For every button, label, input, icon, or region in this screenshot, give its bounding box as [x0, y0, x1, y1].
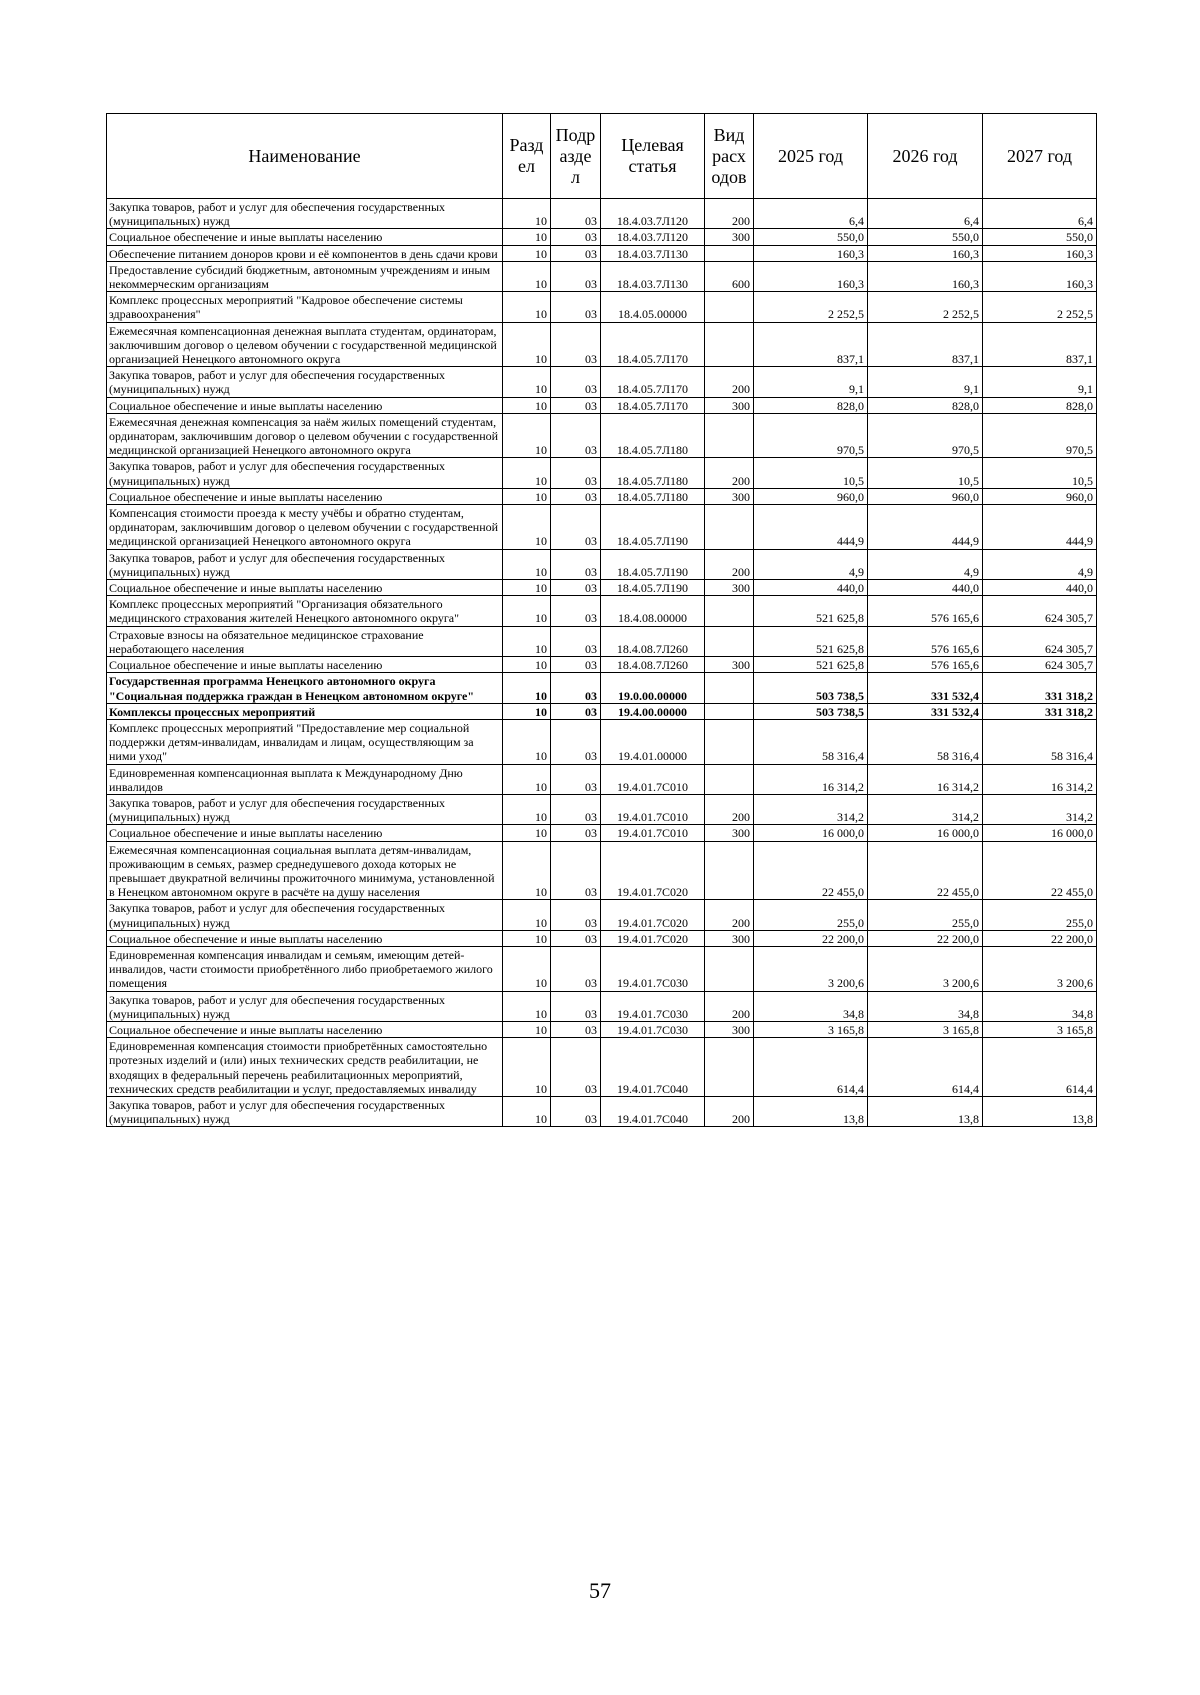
row-2026-cell: 9,1 — [868, 367, 983, 397]
row-2027-cell: 255,0 — [983, 900, 1097, 930]
table-row — [107, 199, 1097, 229]
row-podr-cell: 03 — [551, 367, 601, 397]
row-2025-cell: 550,0 — [754, 229, 868, 245]
row-2027-cell: 6,4 — [983, 199, 1097, 229]
row-vid-cell: 600 — [705, 261, 754, 291]
row-2026-cell: 440,0 — [868, 580, 983, 596]
row-podr-cell: 03 — [551, 991, 601, 1021]
row-2025-cell: 960,0 — [754, 488, 868, 504]
row-cel-cell: 18.4.05.7Л170 — [601, 322, 705, 367]
row-2025-cell: 614,4 — [754, 1038, 868, 1097]
row-podr-cell: 03 — [551, 488, 601, 504]
table-row — [107, 764, 1097, 794]
row-2025-cell: 521 625,8 — [754, 626, 868, 656]
row-vid-cell: 300 — [705, 488, 754, 504]
row-razd-cell: 10 — [503, 626, 551, 656]
row-vid-cell: 200 — [705, 1096, 754, 1126]
row-razd-cell: 10 — [503, 505, 551, 550]
table-row — [107, 900, 1097, 930]
table-row — [107, 794, 1097, 824]
row-2027-cell: 160,3 — [983, 261, 1097, 291]
table-row — [107, 657, 1097, 673]
row-2026-cell: 16 000,0 — [868, 825, 983, 841]
row-name-cell: Социальное обеспечение и иные выплаты населению — [107, 229, 503, 245]
row-2025-cell: 440,0 — [754, 580, 868, 596]
header-name: Наименование — [107, 114, 503, 199]
row-2025-cell: 3 165,8 — [754, 1021, 868, 1037]
row-2025-cell: 160,3 — [754, 261, 868, 291]
row-cel-cell: 18.4.05.7Л180 — [601, 488, 705, 504]
row-razd-cell: 10 — [503, 991, 551, 1021]
row-podr-cell: 03 — [551, 549, 601, 579]
row-cel-cell: 19.4.01.7С010 — [601, 764, 705, 794]
row-cel-cell: 19.4.01.7С010 — [601, 825, 705, 841]
row-name-cell: Закупка товаров, работ и услуг для обеспечения государственных (муниципальных) нужд — [107, 991, 503, 1021]
row-name-cell: Государственная программа Ненецкого автономного округа "Социальная поддержка граждан в Ненецком автономном округе" — [107, 673, 503, 703]
row-razd-cell: 10 — [503, 322, 551, 367]
row-vid-cell — [705, 245, 754, 261]
row-podr-cell: 03 — [551, 703, 601, 719]
row-name-cell: Социальное обеспечение и иные выплаты населению — [107, 580, 503, 596]
row-2025-cell: 58 316,4 — [754, 719, 868, 764]
row-podr-cell: 03 — [551, 673, 601, 703]
row-2026-cell: 331 532,4 — [868, 673, 983, 703]
row-cel-cell: 18.4.08.00000 — [601, 596, 705, 626]
row-podr-cell: 03 — [551, 1038, 601, 1097]
row-razd-cell: 10 — [503, 261, 551, 291]
header-year-2027: 2027 год — [983, 114, 1097, 199]
row-vid-cell: 300 — [705, 930, 754, 946]
table-row — [107, 673, 1097, 703]
row-razd-cell: 10 — [503, 458, 551, 488]
table-row — [107, 1021, 1097, 1037]
row-cel-cell: 18.4.05.7Л190 — [601, 549, 705, 579]
row-cel-cell: 19.4.01.7С040 — [601, 1038, 705, 1097]
table-row — [107, 292, 1097, 322]
table-row — [107, 930, 1097, 946]
row-cel-cell: 19.4.01.7С020 — [601, 841, 705, 900]
row-cel-cell: 18.4.05.00000 — [601, 292, 705, 322]
row-2027-cell: 2 252,5 — [983, 292, 1097, 322]
row-razd-cell: 10 — [503, 199, 551, 229]
row-vid-cell: 300 — [705, 397, 754, 413]
row-cel-cell: 18.4.05.7Л170 — [601, 367, 705, 397]
page-number: 57 — [589, 1578, 611, 1603]
row-podr-cell: 03 — [551, 841, 601, 900]
row-podr-cell: 03 — [551, 292, 601, 322]
row-cel-cell: 19.4.01.7С010 — [601, 794, 705, 824]
row-cel-cell: 19.4.01.7С030 — [601, 991, 705, 1021]
table-row — [107, 245, 1097, 261]
table-row — [107, 549, 1097, 579]
table-row — [107, 1096, 1097, 1126]
row-cel-cell: 18.4.05.7Л180 — [601, 458, 705, 488]
row-2027-cell: 3 200,6 — [983, 946, 1097, 991]
row-2026-cell: 960,0 — [868, 488, 983, 504]
row-2027-cell: 13,8 — [983, 1096, 1097, 1126]
table-row — [107, 505, 1097, 550]
row-2027-cell: 331 318,2 — [983, 703, 1097, 719]
row-2026-cell: 576 165,6 — [868, 596, 983, 626]
row-2026-cell: 3 200,6 — [868, 946, 983, 991]
row-name-cell: Закупка товаров, работ и услуг для обеспечения государственных (муниципальных) нужд — [107, 199, 503, 229]
row-podr-cell: 03 — [551, 229, 601, 245]
table-row — [107, 261, 1097, 291]
row-2025-cell: 9,1 — [754, 367, 868, 397]
row-2025-cell: 828,0 — [754, 397, 868, 413]
table-row — [107, 413, 1097, 458]
row-vid-cell — [705, 1038, 754, 1097]
row-2026-cell: 255,0 — [868, 900, 983, 930]
table-row — [107, 367, 1097, 397]
row-2025-cell: 16 000,0 — [754, 825, 868, 841]
row-cel-cell: 19.4.01.7С030 — [601, 1021, 705, 1037]
row-vid-cell — [705, 626, 754, 656]
row-name-cell: Комплекс процессных мероприятий "Кадровое обеспечение системы здравоохранения" — [107, 292, 503, 322]
row-name-cell: Комплекс процессных мероприятий "Предоставление мер социальной поддержки детям-инвалидам, инвалидам и лицам, осуществляющим за ними уход" — [107, 719, 503, 764]
header-vid-text: Вид расх одов — [711, 124, 747, 187]
row-vid-cell — [705, 322, 754, 367]
row-cel-cell: 18.4.03.7Л120 — [601, 229, 705, 245]
row-name-cell: Социальное обеспечение и иные выплаты населению — [107, 825, 503, 841]
row-2025-cell: 314,2 — [754, 794, 868, 824]
row-2025-cell: 22 455,0 — [754, 841, 868, 900]
row-razd-cell: 10 — [503, 703, 551, 719]
row-2027-cell: 550,0 — [983, 229, 1097, 245]
row-vid-cell — [705, 841, 754, 900]
row-vid-cell: 200 — [705, 549, 754, 579]
row-2027-cell: 331 318,2 — [983, 673, 1097, 703]
row-razd-cell: 10 — [503, 413, 551, 458]
budget-table — [106, 113, 1097, 1127]
row-2026-cell: 331 532,4 — [868, 703, 983, 719]
header-year-2025: 2025 год — [754, 114, 868, 199]
row-2027-cell: 828,0 — [983, 397, 1097, 413]
row-2025-cell: 970,5 — [754, 413, 868, 458]
row-cel-cell: 18.4.05.7Л180 — [601, 413, 705, 458]
row-vid-cell: 200 — [705, 794, 754, 824]
row-name-cell: Социальное обеспечение и иные выплаты населению — [107, 488, 503, 504]
row-razd-cell: 10 — [503, 367, 551, 397]
row-podr-cell: 03 — [551, 794, 601, 824]
table-row — [107, 397, 1097, 413]
row-2027-cell: 624 305,7 — [983, 657, 1097, 673]
row-razd-cell: 10 — [503, 1038, 551, 1097]
header-cel — [601, 114, 705, 199]
row-2027-cell: 3 165,8 — [983, 1021, 1097, 1037]
row-razd-cell: 10 — [503, 900, 551, 930]
row-2026-cell: 22 200,0 — [868, 930, 983, 946]
row-podr-cell: 03 — [551, 657, 601, 673]
row-podr-cell: 03 — [551, 397, 601, 413]
row-2025-cell: 521 625,8 — [754, 596, 868, 626]
row-2025-cell: 160,3 — [754, 245, 868, 261]
row-2025-cell: 521 625,8 — [754, 657, 868, 673]
row-podr-cell: 03 — [551, 245, 601, 261]
row-2025-cell: 4,9 — [754, 549, 868, 579]
row-vid-cell — [705, 292, 754, 322]
row-vid-cell — [705, 946, 754, 991]
row-2026-cell: 160,3 — [868, 245, 983, 261]
row-2026-cell: 837,1 — [868, 322, 983, 367]
row-2027-cell: 444,9 — [983, 505, 1097, 550]
row-2025-cell: 6,4 — [754, 199, 868, 229]
row-razd-cell: 10 — [503, 657, 551, 673]
table-row — [107, 626, 1097, 656]
row-razd-cell: 10 — [503, 673, 551, 703]
row-vid-cell: 200 — [705, 458, 754, 488]
row-name-cell: Предоставление субсидий бюджетным, автономным учреждениям и иным некоммерческим организациям — [107, 261, 503, 291]
row-name-cell: Компенсация стоимости проезда к месту учёбы и обратно студентам, ординаторам, заключившим договор о целевом обучении с государственной медицинской организацией Ненецкого автономного округа — [107, 505, 503, 550]
row-cel-cell: 18.4.03.7Л120 — [601, 199, 705, 229]
row-razd-cell: 10 — [503, 841, 551, 900]
row-2026-cell: 828,0 — [868, 397, 983, 413]
row-cel-cell: 18.4.05.7Л170 — [601, 397, 705, 413]
row-2025-cell: 10,5 — [754, 458, 868, 488]
row-name-cell: Страховые взносы на обязательное медицинское страхование неработающего населения — [107, 626, 503, 656]
table-header-row — [107, 114, 1097, 199]
row-podr-cell: 03 — [551, 626, 601, 656]
row-name-cell: Единовременная компенсация инвалидам и семьям, имеющим детей-инвалидов, части стоимости приобретённого либо приобретаемого жилого помещения — [107, 946, 503, 991]
row-2027-cell: 22 455,0 — [983, 841, 1097, 900]
row-razd-cell: 10 — [503, 825, 551, 841]
row-podr-cell: 03 — [551, 1096, 601, 1126]
row-2027-cell: 160,3 — [983, 245, 1097, 261]
row-2025-cell: 34,8 — [754, 991, 868, 1021]
row-razd-cell: 10 — [503, 580, 551, 596]
row-razd-cell: 10 — [503, 1096, 551, 1126]
row-podr-cell: 03 — [551, 825, 601, 841]
row-vid-cell: 300 — [705, 657, 754, 673]
row-name-cell: Единовременная компенсация стоимости приобретённых самостоятельно протезных изделий и (или) иных технических средств реабилитации, не входящих в федеральный перечень реабилитационных мероприятий, технических средств реабилитации и услуг, предоставляемых инвалиду — [107, 1038, 503, 1097]
row-vid-cell — [705, 413, 754, 458]
header-podr — [551, 114, 601, 199]
row-2025-cell: 2 252,5 — [754, 292, 868, 322]
budget-table-sheet — [106, 113, 1097, 1127]
row-2026-cell: 4,9 — [868, 549, 983, 579]
row-podr-cell: 03 — [551, 261, 601, 291]
row-vid-cell — [705, 505, 754, 550]
row-cel-cell: 19.4.01.7С020 — [601, 900, 705, 930]
row-name-cell: Обеспечение питанием доноров крови и её компонентов в день сдачи крови — [107, 245, 503, 261]
row-name-cell: Социальное обеспечение и иные выплаты населению — [107, 930, 503, 946]
row-cel-cell: 18.4.03.7Л130 — [601, 245, 705, 261]
row-name-cell: Комплекс процессных мероприятий "Организация обязательного медицинского страхования жителей Ненецкого автономного округа" — [107, 596, 503, 626]
row-name-cell: Социальное обеспечение и иные выплаты населению — [107, 397, 503, 413]
row-vid-cell — [705, 596, 754, 626]
row-2027-cell: 16 314,2 — [983, 764, 1097, 794]
row-razd-cell: 10 — [503, 946, 551, 991]
row-cel-cell: 19.4.01.7С020 — [601, 930, 705, 946]
row-podr-cell: 03 — [551, 946, 601, 991]
row-2026-cell: 444,9 — [868, 505, 983, 550]
row-2027-cell: 624 305,7 — [983, 626, 1097, 656]
row-vid-cell: 200 — [705, 991, 754, 1021]
row-razd-cell: 10 — [503, 764, 551, 794]
table-row — [107, 580, 1097, 596]
row-cel-cell: 19.4.01.00000 — [601, 719, 705, 764]
row-name-cell: Закупка товаров, работ и услуг для обеспечения государственных (муниципальных) нужд — [107, 458, 503, 488]
row-name-cell: Ежемесячная денежная компенсация за наём жилых помещений студентам, ординаторам, заключившим договор о целевом обучении с государственной медицинской организацией Ненецкого автономного округа — [107, 413, 503, 458]
row-2025-cell: 3 200,6 — [754, 946, 868, 991]
row-razd-cell: 10 — [503, 549, 551, 579]
row-2026-cell: 970,5 — [868, 413, 983, 458]
table-row — [107, 596, 1097, 626]
row-2025-cell: 837,1 — [754, 322, 868, 367]
row-2026-cell: 614,4 — [868, 1038, 983, 1097]
row-razd-cell: 10 — [503, 292, 551, 322]
header-vid — [705, 114, 754, 199]
row-2027-cell: 614,4 — [983, 1038, 1097, 1097]
row-vid-cell — [705, 764, 754, 794]
row-cel-cell: 18.4.08.7Л260 — [601, 657, 705, 673]
row-2027-cell: 624 305,7 — [983, 596, 1097, 626]
row-2027-cell: 22 200,0 — [983, 930, 1097, 946]
row-cel-cell: 19.4.00.00000 — [601, 703, 705, 719]
row-name-cell: Закупка товаров, работ и услуг для обеспечения государственных (муниципальных) нужд — [107, 794, 503, 824]
row-name-cell: Социальное обеспечение и иные выплаты населению — [107, 657, 503, 673]
row-cel-cell: 19.0.00.00000 — [601, 673, 705, 703]
row-2026-cell: 3 165,8 — [868, 1021, 983, 1037]
row-2025-cell: 503 738,5 — [754, 703, 868, 719]
row-podr-cell: 03 — [551, 322, 601, 367]
row-2026-cell: 10,5 — [868, 458, 983, 488]
header-razd-text: Разд ел — [509, 135, 544, 176]
header-razd — [503, 114, 551, 199]
row-cel-cell: 18.4.03.7Л130 — [601, 261, 705, 291]
row-2026-cell: 576 165,6 — [868, 657, 983, 673]
row-vid-cell: 300 — [705, 825, 754, 841]
row-podr-cell: 03 — [551, 900, 601, 930]
row-vid-cell: 200 — [705, 199, 754, 229]
row-name-cell: Закупка товаров, работ и услуг для обеспечения государственных (муниципальных) нужд — [107, 900, 503, 930]
row-vid-cell: 200 — [705, 367, 754, 397]
row-podr-cell: 03 — [551, 413, 601, 458]
table-row — [107, 825, 1097, 841]
row-razd-cell: 10 — [503, 245, 551, 261]
row-2026-cell: 550,0 — [868, 229, 983, 245]
row-cel-cell: 19.4.01.7С040 — [601, 1096, 705, 1126]
table-row — [107, 841, 1097, 900]
row-2025-cell: 503 738,5 — [754, 673, 868, 703]
table-row — [107, 991, 1097, 1021]
row-razd-cell: 10 — [503, 719, 551, 764]
row-2026-cell: 6,4 — [868, 199, 983, 229]
row-podr-cell: 03 — [551, 199, 601, 229]
row-vid-cell — [705, 673, 754, 703]
row-podr-cell: 03 — [551, 458, 601, 488]
row-2025-cell: 22 200,0 — [754, 930, 868, 946]
table-row — [107, 322, 1097, 367]
row-2027-cell: 58 316,4 — [983, 719, 1097, 764]
row-2025-cell: 444,9 — [754, 505, 868, 550]
row-2027-cell: 9,1 — [983, 367, 1097, 397]
table-row — [107, 703, 1097, 719]
row-podr-cell: 03 — [551, 719, 601, 764]
row-2026-cell: 34,8 — [868, 991, 983, 1021]
row-vid-cell: 200 — [705, 900, 754, 930]
row-name-cell: Закупка товаров, работ и услуг для обеспечения государственных (муниципальных) нужд — [107, 367, 503, 397]
row-podr-cell: 03 — [551, 580, 601, 596]
table-row — [107, 1038, 1097, 1097]
row-2027-cell: 4,9 — [983, 549, 1097, 579]
row-2026-cell: 22 455,0 — [868, 841, 983, 900]
row-2026-cell: 2 252,5 — [868, 292, 983, 322]
table-body — [107, 199, 1097, 1127]
row-vid-cell — [705, 719, 754, 764]
header-year-2026: 2026 год — [868, 114, 983, 199]
row-name-cell: Ежемесячная компенсационная социальная выплата детям-инвалидам, проживающим в семьях, размер среднедушевого дохода которых не превышает двукратной величины прожиточного минимума, установленной в Ненецком автономном округе в расчёте на душу населения — [107, 841, 503, 900]
row-razd-cell: 10 — [503, 1021, 551, 1037]
row-2027-cell: 440,0 — [983, 580, 1097, 596]
row-vid-cell — [705, 703, 754, 719]
row-2027-cell: 314,2 — [983, 794, 1097, 824]
row-2027-cell: 34,8 — [983, 991, 1097, 1021]
table-row — [107, 946, 1097, 991]
row-2027-cell: 837,1 — [983, 322, 1097, 367]
row-2026-cell: 13,8 — [868, 1096, 983, 1126]
row-2026-cell: 16 314,2 — [868, 764, 983, 794]
table-row — [107, 458, 1097, 488]
row-cel-cell: 18.4.05.7Л190 — [601, 580, 705, 596]
row-podr-cell: 03 — [551, 596, 601, 626]
row-razd-cell: 10 — [503, 596, 551, 626]
row-razd-cell: 10 — [503, 794, 551, 824]
table-row — [107, 229, 1097, 245]
header-podr-text: Подр азде л — [555, 124, 596, 187]
row-2025-cell: 16 314,2 — [754, 764, 868, 794]
row-2025-cell: 13,8 — [754, 1096, 868, 1126]
row-cel-cell: 18.4.08.7Л260 — [601, 626, 705, 656]
row-razd-cell: 10 — [503, 229, 551, 245]
row-2026-cell: 58 316,4 — [868, 719, 983, 764]
row-podr-cell: 03 — [551, 764, 601, 794]
row-2027-cell: 16 000,0 — [983, 825, 1097, 841]
row-razd-cell: 10 — [503, 397, 551, 413]
row-name-cell: Ежемесячная компенсационная денежная выплата студентам, ординаторам, заключившим договор о целевом обучении с государственной медицинской организацией Ненецкого автономного округа — [107, 322, 503, 367]
row-2026-cell: 160,3 — [868, 261, 983, 291]
header-cel-text: Целевая статья — [621, 135, 684, 176]
row-vid-cell: 300 — [705, 580, 754, 596]
row-podr-cell: 03 — [551, 1021, 601, 1037]
row-name-cell: Закупка товаров, работ и услуг для обеспечения государственных (муниципальных) нужд — [107, 549, 503, 579]
row-podr-cell: 03 — [551, 930, 601, 946]
row-cel-cell: 18.4.05.7Л190 — [601, 505, 705, 550]
row-razd-cell: 10 — [503, 930, 551, 946]
row-cel-cell: 19.4.01.7С030 — [601, 946, 705, 991]
row-name-cell: Социальное обеспечение и иные выплаты населению — [107, 1021, 503, 1037]
row-name-cell: Единовременная компенсационная выплата к Международному Дню инвалидов — [107, 764, 503, 794]
row-razd-cell: 10 — [503, 488, 551, 504]
row-name-cell: Комплексы процессных мероприятий — [107, 703, 503, 719]
row-vid-cell: 300 — [705, 1021, 754, 1037]
row-vid-cell: 300 — [705, 229, 754, 245]
row-2027-cell: 960,0 — [983, 488, 1097, 504]
table-row — [107, 719, 1097, 764]
row-name-cell: Закупка товаров, работ и услуг для обеспечения государственных (муниципальных) нужд — [107, 1096, 503, 1126]
row-2025-cell: 255,0 — [754, 900, 868, 930]
table-row — [107, 488, 1097, 504]
row-2027-cell: 10,5 — [983, 458, 1097, 488]
row-2026-cell: 576 165,6 — [868, 626, 983, 656]
row-2026-cell: 314,2 — [868, 794, 983, 824]
row-podr-cell: 03 — [551, 505, 601, 550]
row-2027-cell: 970,5 — [983, 413, 1097, 458]
